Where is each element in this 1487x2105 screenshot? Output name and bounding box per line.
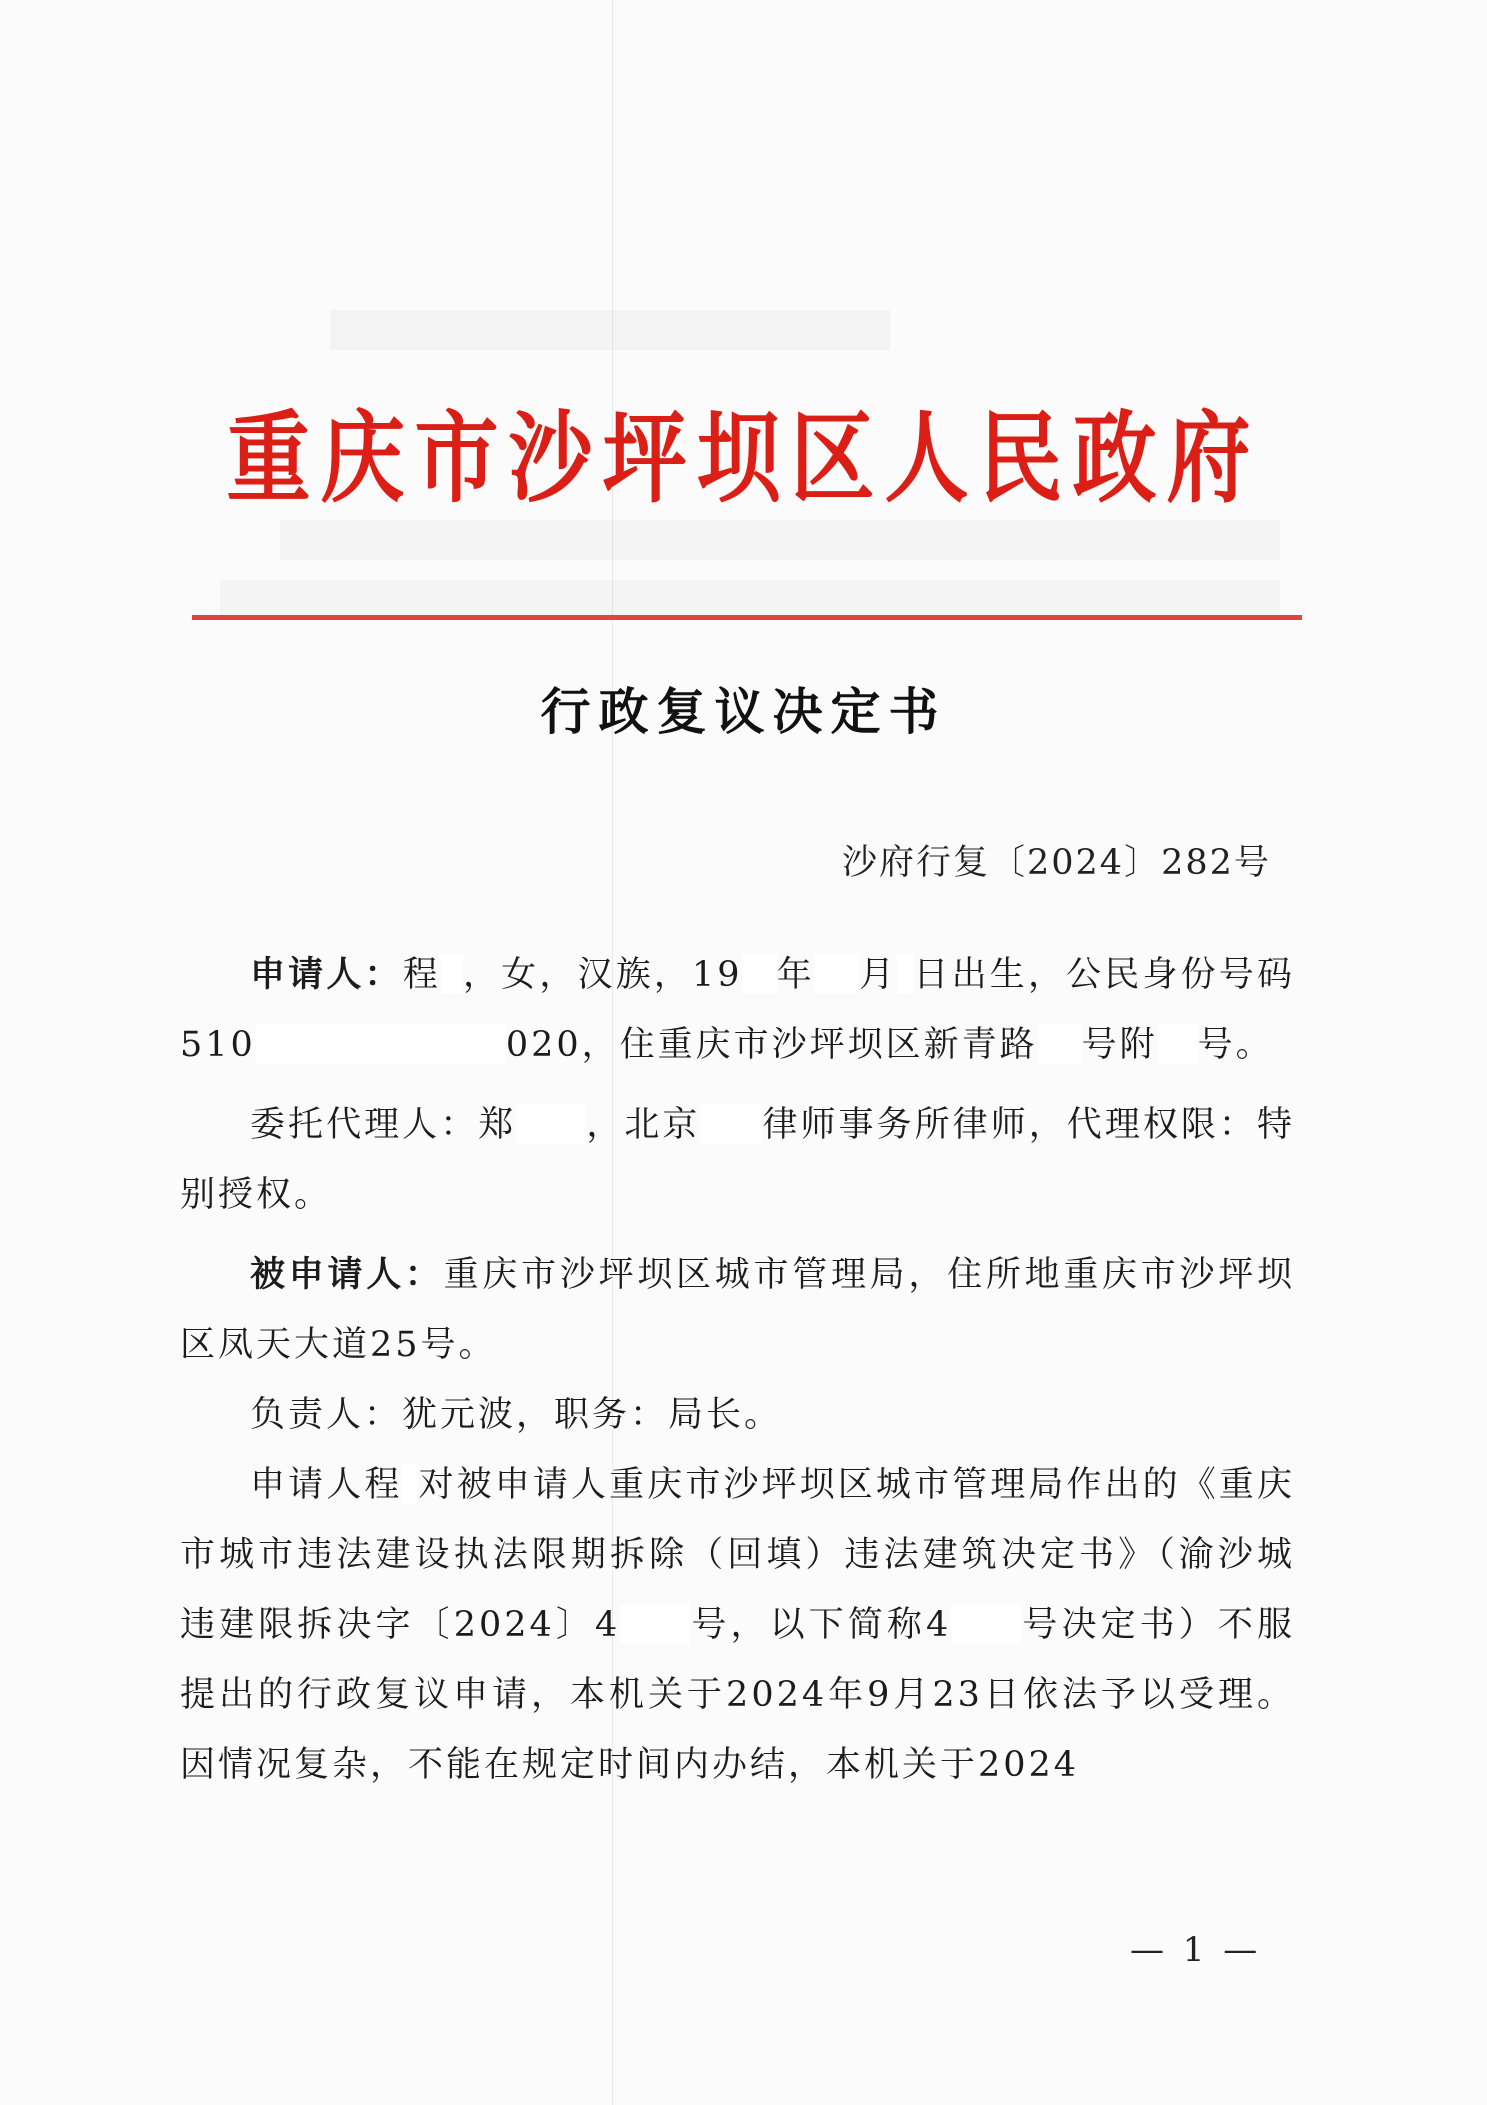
respondent-head: 负责人：犹元波，职务：局长。	[250, 1395, 783, 1435]
document-number: 沙府行复〔2024〕282号	[842, 843, 1271, 883]
respondent-paragraph	[180, 1240, 1295, 1380]
redaction-mark	[441, 954, 463, 994]
redaction-mark	[815, 954, 859, 994]
agent-firm-authority: 律师事务所律师，代理权限：特别授权。	[180, 1105, 1295, 1215]
applicant-birth-id: 日出生，公民身份号码510	[180, 955, 1295, 1065]
redaction-mark	[1158, 1024, 1198, 1064]
case-text-4: 号决定书）不服提出的行政复议申请，本机关于2024年9月23日依法予以受理。因情况复杂，不能在规定时间内办结，本机关于2024	[180, 1605, 1295, 1785]
applicant-label: 申请人：	[250, 954, 403, 995]
redaction-mark	[700, 1104, 762, 1144]
respondent-details: 重庆市沙坪坝区城市管理局，住所地重庆市沙坪坝区凤天大道25号。	[180, 1255, 1295, 1365]
head-paragraph	[180, 1380, 1295, 1450]
redaction-mark	[620, 1604, 690, 1644]
agent-paragraph	[180, 1090, 1295, 1230]
applicant-paragraph	[180, 940, 1295, 1080]
case-text-3: 号，以下简称4	[690, 1605, 952, 1645]
redaction-mark	[743, 954, 777, 994]
document-title: 行政复议决定书	[540, 682, 947, 741]
case-paragraph	[180, 1450, 1295, 1800]
redaction-mark	[951, 1604, 1021, 1644]
government-name: 重庆市沙坪坝区人民政府	[226, 399, 1261, 516]
redaction-mark	[402, 1464, 418, 1504]
case-text-2: 对被申请人重庆市沙坪坝区城市管理局作出的《重庆市城市违法建设执法限期拆除（回填）违法建筑决定书》（渝沙城违建限拆决字〔2024〕4	[180, 1465, 1295, 1645]
applicant-surname: 程	[402, 955, 441, 995]
bleed-through-shadow	[280, 520, 1280, 560]
applicant-month-label: 月	[858, 955, 898, 995]
applicant-gender-ethnicity: ，女，汉族，19	[462, 955, 743, 995]
case-text-1: 申请人程	[250, 1465, 403, 1505]
page-number: — 1 —	[1130, 1930, 1262, 1970]
respondent-label: 被申请人：	[250, 1254, 444, 1295]
agent-name: 委托代理人：郑	[250, 1105, 517, 1145]
red-divider-line	[192, 615, 1302, 620]
redaction-mark	[1038, 1024, 1082, 1064]
agent-firm-prefix: ，北京	[586, 1105, 701, 1145]
redaction-mark	[897, 954, 913, 994]
redaction-mark	[516, 1104, 586, 1144]
bleed-through-shadow	[330, 310, 890, 350]
redaction-mark	[256, 1024, 506, 1064]
applicant-address: 020，住重庆市沙坪坝区新青路	[505, 1025, 1038, 1065]
applicant-year-label: 年	[776, 955, 815, 995]
parties-section	[180, 940, 1295, 1800]
applicant-address-suffix: 号附	[1081, 1025, 1158, 1065]
bleed-through-shadow	[220, 580, 1280, 620]
applicant-address-end: 号。	[1197, 1025, 1274, 1065]
